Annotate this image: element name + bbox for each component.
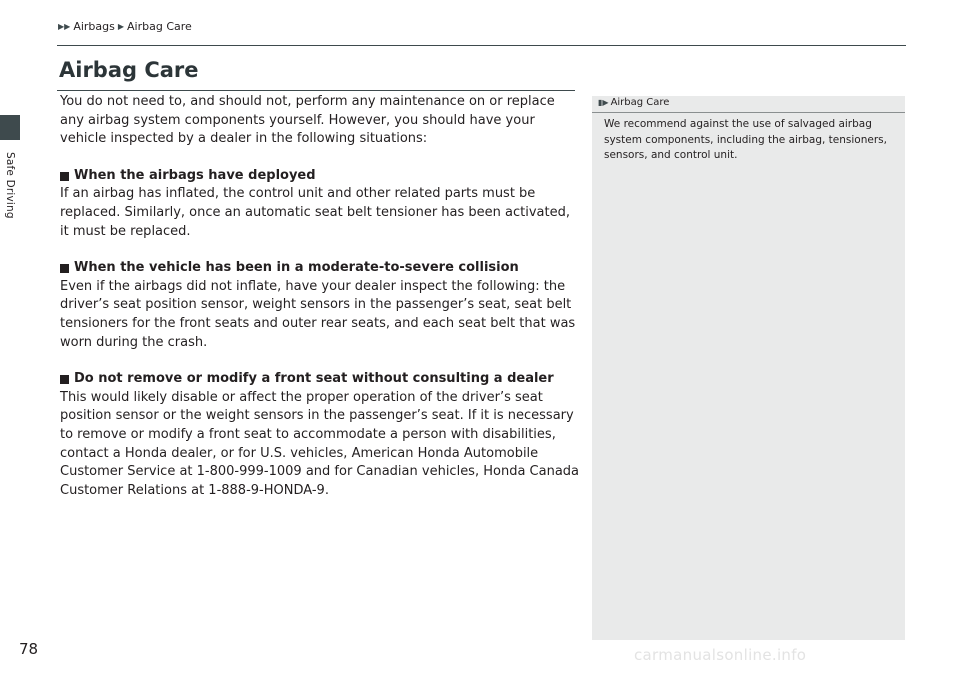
note-reference-icon: ▮▶	[598, 98, 609, 107]
breadcrumb-arrow-icon: ▶	[117, 22, 125, 31]
section-body-deployed: If an airbag has inflated, the control unit and other related parts must be replaced. Similarly, once an automatic seat belt tensioner has been activated, it must be replaced.	[60, 186, 571, 239]
square-bullet-icon	[60, 375, 69, 384]
section-tab-marker	[0, 115, 20, 140]
breadcrumb-item-airbags[interactable]: Airbags	[73, 20, 115, 33]
section-heading-front-seat	[60, 370, 580, 389]
note-body: We recommend against the use of salvaged airbag system components, including the airbag, tensioners, sensors, and control unit.	[604, 118, 887, 161]
square-bullet-icon	[60, 172, 69, 181]
section-body-collision: Even if the airbags did not inflate, have your dealer inspect the following: the driver’s seat position sensor, weight sensors in the passenger’s seat, seat belt tensioners for the front seats and outer rear seats, and each seat belt that was worn during the crash.	[60, 278, 576, 350]
section-heading-text: Do not remove or modify a front seat without consulting a dealer	[74, 371, 554, 387]
note-title	[598, 97, 669, 108]
section-heading-collision	[60, 259, 580, 278]
note-rule	[592, 112, 905, 113]
note-title-text: Airbag Care	[610, 97, 670, 108]
watermark: carmanualsonline.info	[634, 646, 807, 664]
main-content	[60, 93, 580, 500]
section-body-front-seat: This would likely disable or affect the proper operation of the driver’s seat position sensor or the weight sensors in the passenger’s seat. If it is necessary to remove or modify a front seat to accommodate a person with disabilities, contact a Honda dealer, or for U.S. vehicles, American Honda Automobile Customer Service at 1-800-999-1009 and for Canadian vehicles, Honda Canada Customer Relations at 1-888-9-HONDA-9.	[60, 389, 580, 498]
header-rule	[57, 45, 906, 46]
note-sidebar	[592, 96, 905, 640]
section-heading-text: When the vehicle has been in a moderate-to-severe collision	[74, 260, 519, 276]
breadcrumb-arrow-icon: ▶▶	[58, 22, 71, 31]
breadcrumb-item-airbag-care[interactable]: Airbag Care	[127, 20, 192, 33]
page-title: Airbag Care	[59, 58, 199, 82]
breadcrumb	[58, 20, 192, 33]
section-heading-deployed	[60, 167, 580, 186]
square-bullet-icon	[60, 264, 69, 273]
section-side-label: Safe Driving	[4, 152, 16, 219]
title-rule	[57, 90, 575, 91]
page-number: 78	[19, 640, 39, 658]
section-heading-text: When the airbags have deployed	[74, 167, 316, 183]
intro-paragraph: You do not need to, and should not, perform any maintenance on or replace any airbag system components yourself. However, you should have your vehicle inspected by a dealer in the following situations:	[60, 94, 555, 147]
